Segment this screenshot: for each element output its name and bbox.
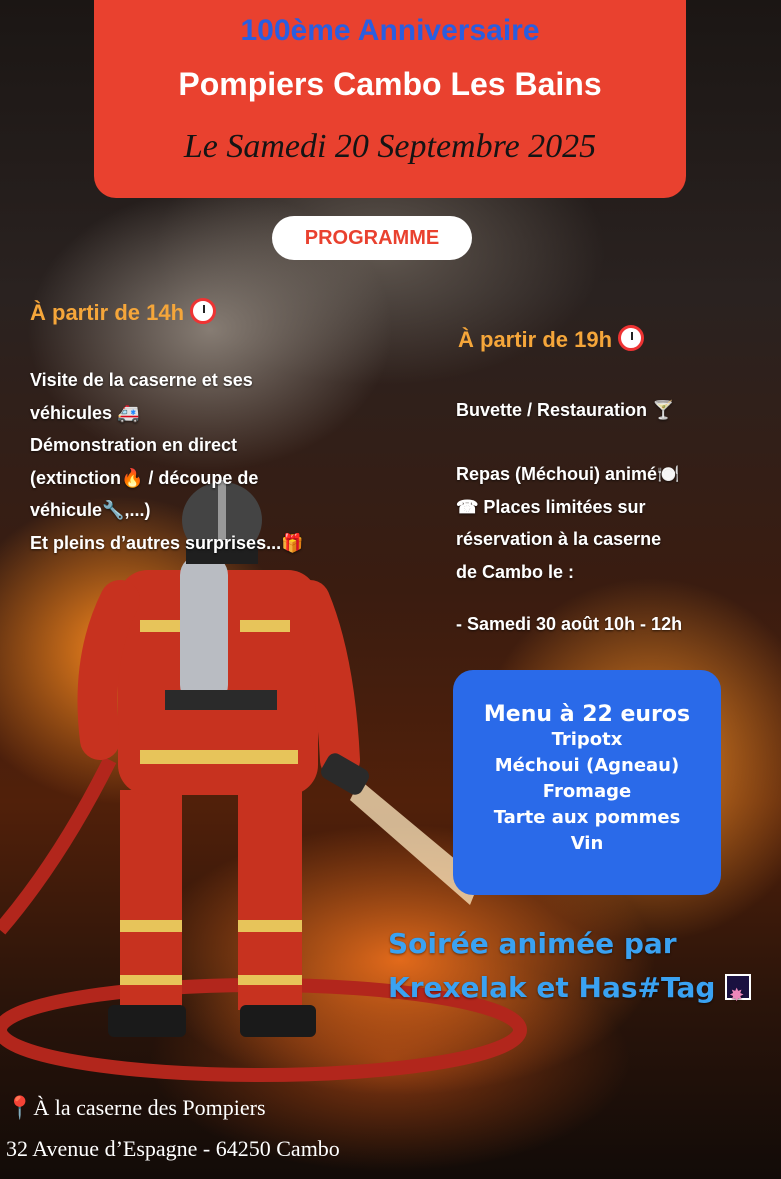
event-date: Le Samedi 20 Septembre 2025 bbox=[183, 128, 597, 165]
menu-item: Tarte aux pommes bbox=[493, 807, 681, 828]
activity-line: véhicules 🚑 bbox=[30, 402, 140, 423]
alarm-clock-icon bbox=[618, 325, 644, 351]
afternoon-title-row bbox=[30, 298, 216, 326]
evening-meal bbox=[456, 458, 679, 588]
fireworks-icon bbox=[725, 974, 751, 1000]
organization-name: Pompiers Cambo Les Bains bbox=[178, 66, 602, 102]
evening-title: À partir de 19h bbox=[458, 327, 613, 352]
menu-box bbox=[453, 670, 721, 895]
evening-bar: Buvette / Restauration 🍸 bbox=[456, 400, 675, 420]
address-line-2: 32 Avenue d’Espagne - 64250 Cambo bbox=[6, 1136, 340, 1161]
menu-title: Menu à 22 euros bbox=[483, 702, 691, 727]
activity-line: Visite de la caserne et ses bbox=[30, 370, 253, 390]
programme-label: PROGRAMME bbox=[272, 216, 472, 260]
soiree-line: Krexelak et Has#Tag bbox=[388, 971, 716, 1004]
soiree-announcement bbox=[388, 922, 751, 1010]
afternoon-activities bbox=[30, 364, 304, 559]
address-line-1: 📍À la caserne des Pompiers bbox=[6, 1095, 266, 1120]
anniversary-title: 100ème Anniversaire bbox=[240, 14, 540, 47]
alarm-clock-icon bbox=[190, 298, 216, 324]
menu-item: Méchoui (Agneau) bbox=[494, 755, 680, 776]
meal-line: réservation à la caserne bbox=[456, 529, 662, 549]
evening-title-row bbox=[458, 325, 644, 353]
soiree-line-row bbox=[388, 966, 751, 1010]
menu-item: Fromage bbox=[542, 781, 632, 802]
meal-line: ☎ Places limitées sur bbox=[456, 496, 646, 517]
booking-date: - Samedi 30 août 10h - 12h bbox=[456, 614, 683, 634]
activity-line: (extinction🔥 / découpe de bbox=[30, 467, 259, 488]
activity-line: véhicule🔧,...) bbox=[30, 500, 151, 520]
activity-line: Et pleins d’autres surprises...🎁 bbox=[30, 532, 304, 553]
menu-item: Tripotx bbox=[551, 729, 623, 750]
header-banner bbox=[94, 0, 686, 198]
meal-line: Repas (Méchoui) animé🍽️ bbox=[456, 464, 680, 484]
activity-line: Démonstration en direct bbox=[30, 435, 238, 455]
soiree-line: Soirée animée par bbox=[388, 927, 677, 960]
afternoon-title: À partir de 14h bbox=[30, 300, 185, 325]
meal-line: de Cambo le : bbox=[456, 561, 575, 582]
menu-item: Vin bbox=[570, 833, 604, 854]
